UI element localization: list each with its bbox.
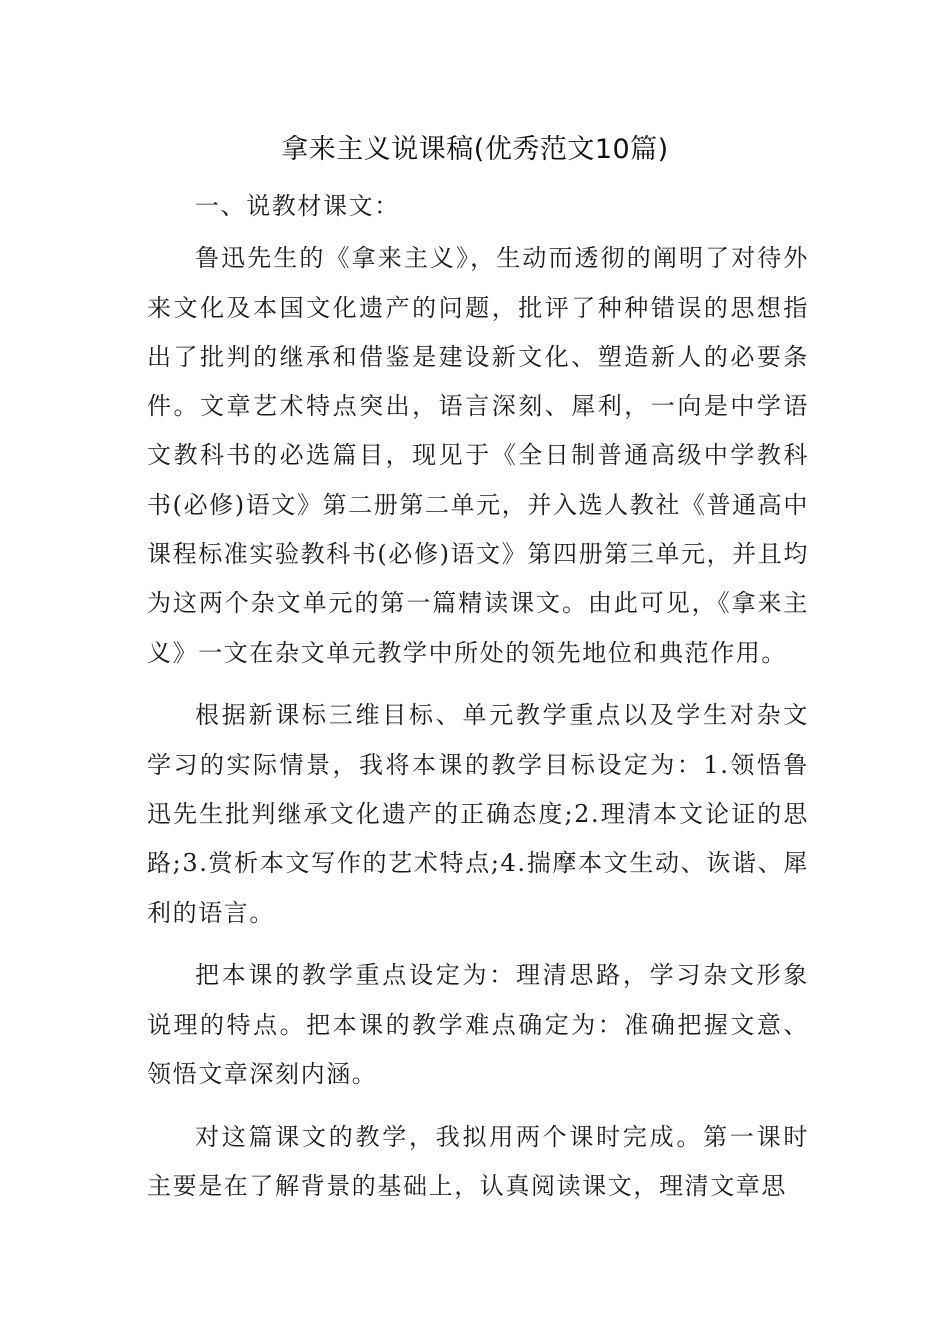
paragraph-4: 对这篇课文的教学，我拟用两个课时完成。第一课时主要是在了解背景的基础上，认真阅读课文，理清文章思 [147, 1122, 809, 1201]
section-heading: 一、说教材课文： [195, 192, 400, 220]
paragraph-1: 鲁迅先生的《拿来主义》，生动而透彻的阐明了对待外来文化及本国文化遗产的问题，批评了种种错误的思想指出了批判的继承和借鉴是建设新文化、塑造新人的必要条件。文章艺术特点突出，语言深刻、犀利，一向是中学语文教科书的必选篇目，现见于《全日制普通高级中学教科书(必修)语文》第二册第二单元，并入选人教社《普通高中课程标准实验教科书(必修)语文》第四册第三单元，并且均为这两个杂文单元的第一篇精读课文。由此可见，《拿来主义》一文在杂文单元教学中所处的领先地位和典范作用。 [147, 244, 809, 667]
document-body [147, 182, 809, 1225]
paragraph-3: 把本课的教学重点设定为：理清思路，学习杂文形象说理的特点。把本课的教学难点确定为：准确把握文意、领悟文章深刻内涵。 [147, 961, 809, 1089]
paragraph-2: 根据新课标三维目标、单元教学重点以及学生对杂文学习的实际情景，我将本课的教学目标设定为：1.领悟鲁迅先生批判继承文化遗产的正确态度;2.理清本文论证的思路;3.赏析本文写作的艺术特点;4.揣摩本文生动、诙谐、犀利的语言。 [147, 701, 809, 927]
document-title: 拿来主义说课稿(优秀范文10篇) [281, 134, 669, 165]
